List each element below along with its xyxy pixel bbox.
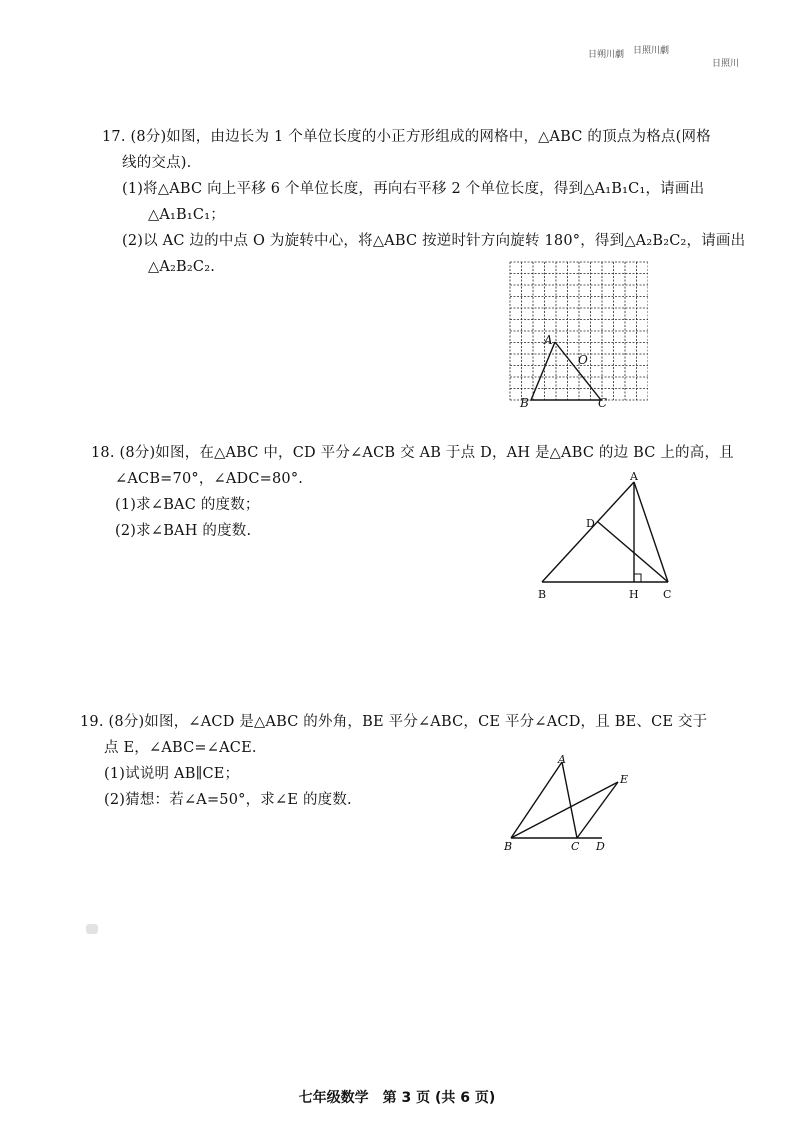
q18-part2: (2)求∠BAH 的度数. xyxy=(115,523,252,539)
q17-part2: (2)以 AC 边的中点 O 为旋转中心，将△ABC 按逆时针方向旋转 180°，得到△A₂B₂C₂，请画出 xyxy=(122,233,746,249)
q19-part2: (2)猜想：若∠A=50°，求∠E 的度数. xyxy=(104,792,352,808)
q17-grid-figure xyxy=(508,260,648,412)
q18-stem-line2: ∠ACB=70°，∠ADC=80°. xyxy=(115,471,304,487)
header-stamp-2: 日照川劇 xyxy=(633,46,670,56)
q18-stem-line1: 18. (8分)如图，在△ABC 中，CD 平分∠ACB 交 AB 于点 D，AH 是△ABC 的边 BC 上的高，且 xyxy=(91,445,734,461)
q17-part1-cont: △A₁B₁C₁； xyxy=(148,207,225,223)
page-footer: 七年级数学 第 3 页 (共 6 页) xyxy=(298,1090,496,1106)
label-B: B xyxy=(538,588,547,601)
segment-ac xyxy=(562,762,577,838)
segment-ab xyxy=(511,762,562,838)
label-E: E xyxy=(620,773,629,786)
label-H: H xyxy=(629,588,639,601)
label-A: A xyxy=(544,333,553,347)
q19-stem-line2: 点 E，∠ABC=∠ACE. xyxy=(104,740,257,756)
segment-ab xyxy=(542,482,634,582)
q18-figure xyxy=(530,468,690,604)
question-17 xyxy=(102,124,745,280)
label-C: C xyxy=(571,840,580,853)
segment-ce xyxy=(577,782,618,838)
right-angle-mark xyxy=(634,574,641,582)
label-B: B xyxy=(504,840,513,853)
label-A: A xyxy=(558,753,566,766)
label-B: B xyxy=(520,396,529,410)
label-O: O xyxy=(578,353,588,367)
header-stamp-1: 日朔川劇 xyxy=(588,50,625,60)
label-D: D xyxy=(586,517,595,530)
q19-stem-line1: 19. (8分)如图，∠ACD 是△ABC 的外角，BE 平分∠ABC，CE 平分∠ACD，且 BE、CE 交于 xyxy=(80,714,708,730)
q19-figure xyxy=(498,752,638,856)
label-D: D xyxy=(596,840,605,853)
q17-stem-line2: 线的交点). xyxy=(122,155,192,171)
q19-part1: (1)试说明 AB∥CE； xyxy=(104,766,240,782)
scan-smudge xyxy=(86,924,98,934)
q17-stem-line1: 17. (8分)如图，由边长为 1 个单位长度的小正方形组成的网格中，△ABC 的顶点为格点(网格 xyxy=(102,129,711,145)
q18-part1: (1)求∠BAC 的度数； xyxy=(115,497,260,513)
segment-be xyxy=(511,782,618,838)
label-C: C xyxy=(598,396,608,410)
q17-part1: (1)将△ABC 向上平移 6 个单位长度，再向右平移 2 个单位长度，得到△A₁B₁C₁，请画出 xyxy=(122,181,705,197)
label-C: C xyxy=(663,588,672,601)
label-A: A xyxy=(630,470,638,483)
grid-lines xyxy=(510,262,648,400)
header-stamp-3: 日照川 xyxy=(712,59,740,69)
q17-part2-cont: △A₂B₂C₂. xyxy=(148,259,216,275)
